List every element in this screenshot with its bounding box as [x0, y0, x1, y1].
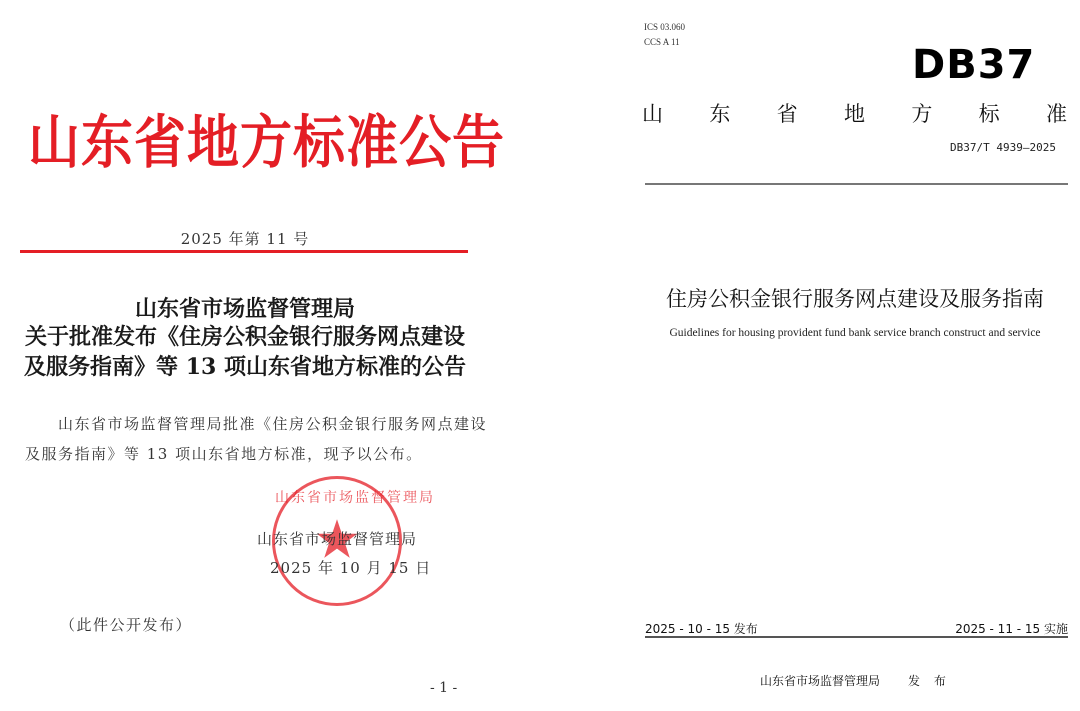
standard-type-char: 山	[642, 102, 663, 126]
ics-code: ICS 03.060	[644, 22, 686, 32]
standard-type-char: 标	[978, 102, 1000, 126]
seal-text: 山东省市场监督管理局	[275, 490, 435, 506]
red-divider	[20, 250, 468, 253]
standard-cover-page	[630, 0, 1080, 711]
announcement-banner-title: 山东省地方标准公告	[28, 109, 506, 177]
standard-title-english: Guidelines for housing provident fund bank service branch construct and service	[669, 327, 1041, 339]
footer-divider	[645, 636, 1068, 638]
page-number: - 1 -	[430, 680, 458, 696]
signature-organization: 山东省市场监督管理局	[257, 530, 418, 548]
signature-date: 2025 年 10 月 15 日	[270, 559, 432, 577]
header-divider	[645, 183, 1068, 185]
standard-type-char: 方	[911, 102, 933, 126]
announcement-body-line-1: 山东省市场监督管理局批准《住房公积金银行服务网点建设	[58, 415, 488, 433]
standard-type-char: 准	[1045, 102, 1067, 126]
publisher-name: 山东省市场监督管理局	[760, 674, 881, 688]
ccs-code: CCS A 11	[644, 37, 680, 47]
announcement-page	[0, 0, 506, 711]
publish-label: 发 布	[908, 674, 951, 688]
standard-type-char: 地	[843, 102, 865, 126]
standard-type-char: 东	[709, 102, 731, 126]
announcement-heading-line-3: 及服务指南》等 13 项山东省地方标准的公告	[24, 354, 466, 380]
announcement-heading-line-2: 关于批准发布《住房公积金银行服务网点建设	[24, 324, 465, 350]
announcement-body-line-2: 及服务指南》等 13 项山东省地方标准，现予以公布。	[25, 445, 423, 463]
announcement-heading-line-1: 山东省市场监督管理局	[134, 296, 355, 322]
standard-number: DB37/T 4939—2025	[950, 141, 1056, 154]
issue-number: 2025 年第 11 号	[180, 230, 310, 248]
standard-title-chinese: 住房公积金银行服务网点建设及服务指南	[666, 287, 1044, 311]
standard-type-char: 省	[776, 102, 798, 126]
db37-logo: DB37	[912, 42, 1036, 88]
publish-date: 2025 - 10 - 15 发布	[645, 622, 758, 636]
public-release-note: （此件公开发布）	[60, 616, 193, 634]
standard-type-heading	[642, 98, 1067, 128]
implementation-date: 2025 - 11 - 15 实施	[955, 622, 1068, 636]
